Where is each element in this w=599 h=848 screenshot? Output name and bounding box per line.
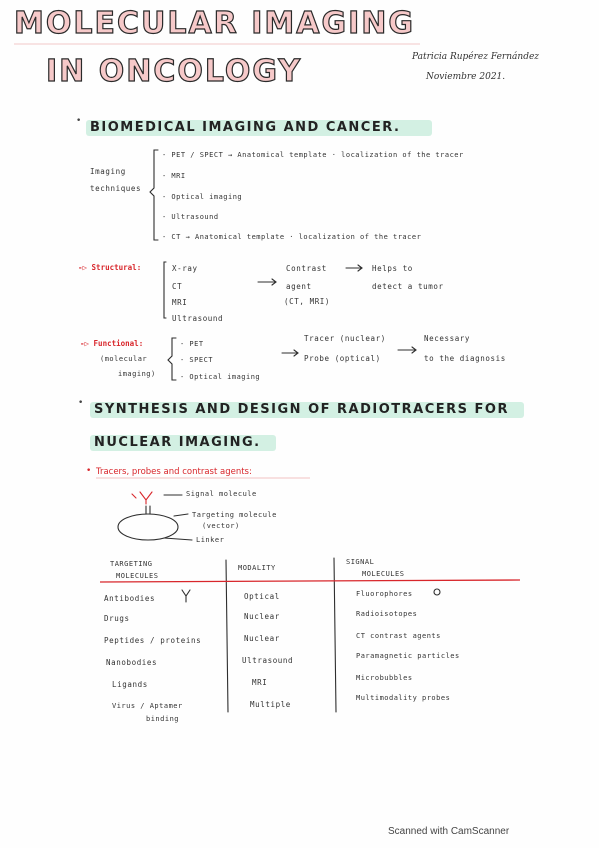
table-header-targeting: TARGETING [110,560,153,568]
table-header-signal: SIGNAL [346,558,375,566]
structural-item: MRI [172,298,188,307]
bullet-dot: • [76,116,82,126]
section-1-heading: BIOMEDICAL IMAGING AND CANCER. [90,120,401,135]
arrow-icon [398,347,416,353]
title-line-1: MOLECULAR IMAGING [14,6,415,41]
arrow-icon [282,350,298,356]
imaging-label-1: Imaging [90,167,126,176]
technique-item: - Ultrasound [162,213,219,221]
linker-label: Linker [196,536,225,544]
functional-sublabel: (molecular [100,355,148,363]
structural-item: X-ray [172,264,198,273]
arrow-icon [346,265,362,271]
structural-right: detect a tumor [372,282,444,291]
section-2-heading-line-1: SYNTHESIS AND DESIGN OF RADIOTRACERS FOR [94,402,509,417]
table-cell-signal: Paramagnetic particles [356,652,460,660]
arrow-icon [258,279,276,285]
structural-label-text: Structural: [91,263,142,272]
linker-lines [146,506,150,514]
title-line-2: IN ONCOLOGY [46,54,303,89]
table-header-underline [100,580,520,582]
structural-right: Helps to [372,264,413,273]
structural-middle: Contrast [286,264,327,273]
table-cell-modality: Nuclear [244,634,280,643]
signal-molecule-label: Signal molecule [186,490,257,498]
table-cell-targeting: Antibodies [104,594,156,603]
brace [150,150,158,240]
technique-item: - MRI [162,172,186,180]
table-divider [226,560,228,712]
table-header-signal: MOLECULES [362,570,405,578]
tracers-subheading: Tracers, probes and contrast agents: [96,467,252,477]
table-cell-targeting: Peptides / proteins [104,636,202,645]
pointer-line [174,514,188,516]
author-name: Patricia Rupérez Fernández [412,52,540,62]
table-cell-signal: Radioisotopes [356,610,418,618]
pointer-line [164,538,192,540]
section-2-heading-line-2: NUCLEAR IMAGING. [94,435,261,450]
table-cell-targeting: binding [146,715,180,723]
author-date: Noviembre 2021. [426,72,506,82]
technique-item: - Optical imaging [162,193,243,201]
technique-item: - PET / SPECT → Anatomical template · localization of the tracer [162,151,464,159]
structural-item: Ultrasound [172,314,224,323]
table-cell-signal: Multimodality probes [356,694,451,702]
structural-middle: agent [286,282,312,291]
functional-right: Necessary [424,334,471,343]
table-header-targeting: MOLECULES [116,572,159,580]
table-cell-targeting: Nanobodies [106,658,158,667]
targeting-molecule-label: Targeting molecule [192,511,277,519]
brace [168,338,176,380]
table-cell-modality: Ultrasound [242,656,294,665]
antibody-icon [182,590,190,602]
table-cell-signal: CT contrast agents [356,632,441,640]
bullet-dot-red: • [86,466,92,476]
table-cell-modality: Multiple [250,700,291,709]
signal-molecule-icon [140,492,152,504]
table-cell-modality: MRI [252,678,268,687]
technique-item: - CT → Anatomical template · localization of the tracer [162,233,422,241]
table-cell-modality: Nuclear [244,612,280,621]
table-cell-targeting: Ligands [112,680,148,689]
table-cell-targeting: Drugs [104,614,130,623]
functional-item: - SPECT [180,356,214,364]
structural-label: -▷ Structural: [78,263,142,272]
functional-right: to the diagnosis [424,354,506,363]
functional-middle: Probe (optical) [304,354,381,363]
table-cell-modality: Optical [244,592,280,601]
structural-middle: (CT, MRI) [284,297,331,306]
vector-label: (vector) [202,522,240,530]
table-cell-signal: Fluorophores [356,590,413,598]
vector-ellipse [118,514,178,540]
bullet-dot: • [78,398,84,408]
functional-item: - PET [180,340,204,348]
functional-sublabel: imaging) [118,370,156,378]
table-cell-targeting: Virus / Aptamer [112,702,183,710]
functional-label: -▷ Functional: [80,339,144,348]
structural-item: CT [172,282,183,291]
table-cell-signal: Microbubbles [356,674,413,682]
brace [164,262,166,318]
imaging-label-2: techniques [90,184,142,193]
scanner-watermark: Scanned with CamScanner [388,826,510,837]
functional-middle: Tracer (nuclear) [304,334,386,343]
functional-label-text: Functional: [93,339,144,348]
functional-item: - Optical imaging [180,373,261,381]
table-header-modality: MODALITY [238,564,276,572]
fluorophore-icon [434,589,440,595]
